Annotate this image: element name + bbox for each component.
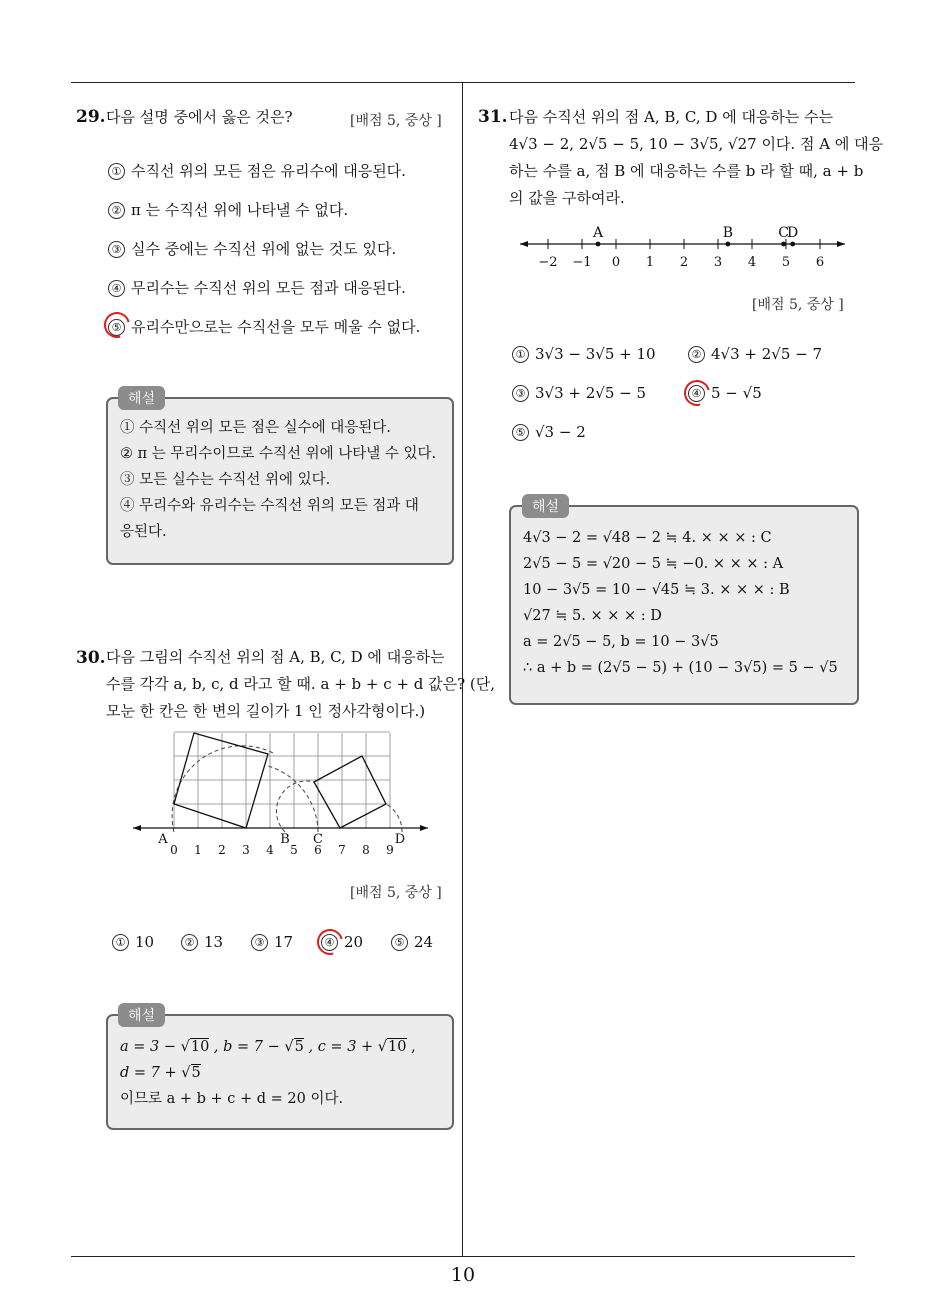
answer-mark-circle xyxy=(679,375,715,411)
page-number: 10 xyxy=(450,1264,476,1286)
solution-line: d = 7 + √5 xyxy=(120,1065,201,1081)
construction-arcs xyxy=(172,746,402,832)
option-number: ⑤ xyxy=(512,424,529,441)
option-number: ④ xyxy=(321,934,338,951)
text: , b = 7 − xyxy=(209,1039,285,1055)
solution-line: a = 2√5 − 5, b = 10 − 3√5 xyxy=(523,634,719,650)
q29-option-2[interactable] xyxy=(108,199,348,220)
tick-label: 5 xyxy=(781,255,791,270)
point-label: A xyxy=(592,225,604,241)
tick-label: −2 xyxy=(538,255,558,270)
text: d = 7 + xyxy=(120,1065,182,1081)
prompt-line: 모눈 한 칸은 한 변의 길이가 1 인 정사각형이다.) xyxy=(106,702,426,720)
option-number: ④ xyxy=(108,280,125,297)
tick-label: 7 xyxy=(338,843,346,857)
option-number: ② xyxy=(688,346,705,363)
tick-label: 9 xyxy=(386,843,394,857)
option-text: 20 xyxy=(344,933,364,951)
q30-option-5[interactable] xyxy=(391,933,433,951)
option-text: 10 xyxy=(135,933,155,951)
q30-option-2[interactable] xyxy=(181,933,223,951)
point-dot xyxy=(790,242,795,247)
solution-line: ① 수직선 위의 모든 점은 실수에 대응된다. xyxy=(120,420,391,436)
q30-option-1[interactable] xyxy=(112,933,154,951)
solution-line: 이므로 a + b + c + d = 20 이다. xyxy=(120,1091,344,1107)
bottom-rule xyxy=(71,1256,855,1257)
q31-option-1[interactable] xyxy=(512,345,656,363)
q30-number: 30. xyxy=(76,648,106,668)
q31-figure xyxy=(515,220,855,276)
radicand: 5 xyxy=(294,1039,304,1055)
point-label: B xyxy=(280,832,290,847)
point-dot xyxy=(596,242,601,247)
option-number: ③ xyxy=(251,934,268,951)
prompt-line: 의 값을 구하여라. xyxy=(509,189,625,207)
point-label: B xyxy=(722,225,734,241)
prompt-line: 하는 수를 a, 점 B 에 대응하는 수를 b 라 할 때, a + b xyxy=(509,162,864,180)
option-number: ⑤ xyxy=(108,319,125,336)
option-number: ① xyxy=(108,163,125,180)
solution-line: 10 − 3√5 = 10 − √45 ≒ 3. × × × : B xyxy=(523,582,790,598)
q29-option-5[interactable] xyxy=(108,316,420,337)
tick-label: 0 xyxy=(611,255,621,270)
text: , xyxy=(406,1039,416,1055)
tick-label: 2 xyxy=(218,843,226,857)
option-text: √3 − 2 xyxy=(535,423,586,441)
tick-label: 4 xyxy=(266,843,274,857)
option-number: ③ xyxy=(512,385,529,402)
tick-label: 6 xyxy=(815,255,825,270)
option-number: ② xyxy=(181,934,198,951)
option-number: ② xyxy=(108,202,125,219)
q31-option-3[interactable] xyxy=(512,384,646,402)
option-text: 실수 중에는 수직선 위에 없는 것도 있다. xyxy=(131,240,397,258)
tick-label: −1 xyxy=(572,255,592,270)
point-label: C xyxy=(778,225,789,241)
prompt-line: 4√3 − 2, 2√5 − 5, 10 − 3√5, √27 이다. 점 A 에 대응 xyxy=(509,135,884,153)
option-text: 수직선 위의 모든 점은 유리수에 대응된다. xyxy=(131,162,406,180)
arrow-left xyxy=(133,825,141,831)
prompt-line: 다음 그림의 수직선 위의 점 A, B, C, D 에 대응하는 xyxy=(106,648,445,666)
q29-solution-body xyxy=(120,415,436,545)
point-label: A xyxy=(158,832,168,847)
option-text: π 는 수직선 위에 나타낼 수 없다. xyxy=(131,201,349,219)
option-text: 4√3 + 2√5 − 7 xyxy=(711,345,823,363)
solution-line: ② π 는 무리수이므로 수직선 위에 나타낼 수 있다. xyxy=(120,446,437,462)
q30-option-3[interactable] xyxy=(251,933,293,951)
option-number: ④ xyxy=(688,385,705,402)
arrow-right xyxy=(420,825,428,831)
tick-label: 4 xyxy=(747,255,757,270)
solution-line: 2√5 − 5 = √20 − 5 ≒ −0. × × × : A xyxy=(523,556,784,572)
arrow-left xyxy=(520,241,528,247)
q31-number: 31. xyxy=(478,107,508,127)
tick-label: 2 xyxy=(679,255,689,270)
q31-option-5[interactable] xyxy=(512,423,586,441)
q29-prompt: 다음 설명 중에서 옳은 것은? xyxy=(106,108,293,126)
q31-solution-body xyxy=(523,525,838,681)
option-text: 유리수만으로는 수직선을 모두 메울 수 없다. xyxy=(131,318,421,336)
top-rule xyxy=(71,82,855,83)
radicand: 5 xyxy=(191,1065,201,1081)
option-text: 3√3 − 3√5 + 10 xyxy=(535,345,656,363)
point-labels xyxy=(592,225,798,246)
option-text: 13 xyxy=(204,933,224,951)
radicand: 10 xyxy=(190,1039,210,1055)
answer-mark-circle xyxy=(312,924,348,960)
solution-line: 4√3 − 2 = √48 − 2 ≒ 4. × × × : C xyxy=(523,530,772,546)
tick-label: 3 xyxy=(242,843,250,857)
point-label: D xyxy=(394,832,406,847)
text: a = 3 − xyxy=(120,1039,181,1055)
solution-line: ③ 모든 실수는 수직선 위에 있다. xyxy=(120,472,331,488)
option-text: 무리수는 수직선 위의 모든 점과 대응된다. xyxy=(131,279,406,297)
prompt-line: 다음 수직선 위의 점 A, B, C, D 에 대응하는 수는 xyxy=(509,108,834,126)
q30-solution-tab: 해설 xyxy=(118,1003,165,1027)
tick-label: 3 xyxy=(713,255,723,270)
tick-label: 1 xyxy=(194,843,202,857)
q30-solution-box xyxy=(106,1014,454,1130)
tick-label: 8 xyxy=(362,843,370,857)
q29-option-4[interactable] xyxy=(108,277,406,298)
option-number: ③ xyxy=(108,241,125,258)
q29-solution-tab: 해설 xyxy=(118,386,165,410)
option-text: 24 xyxy=(414,933,434,951)
option-text: 3√3 + 2√5 − 5 xyxy=(535,384,647,402)
q30-meta: [배점 5, 중상 ] xyxy=(350,885,442,901)
point-dot xyxy=(726,242,731,247)
option-text: 17 xyxy=(274,933,294,951)
squares xyxy=(174,733,386,828)
q30-figure xyxy=(128,730,438,862)
q29-meta: [배점 5, 중상 ] xyxy=(350,113,442,129)
q29-number: 29. xyxy=(76,107,106,127)
solution-line: a = 3 − √10 , b = 7 − √5 , c = 3 + √10 , xyxy=(120,1039,416,1055)
solution-line: ∴ a + b = (2√5 − 5) + (10 − 3√5) = 5 − √5 xyxy=(523,660,838,676)
solution-line: √27 ≒ 5. × × × : D xyxy=(523,608,662,624)
answer-mark-circle xyxy=(99,307,135,343)
option-number: ⑤ xyxy=(391,934,408,951)
q29-solution-box xyxy=(106,397,454,565)
q30-solution-body xyxy=(120,1034,416,1112)
tick-label: 0 xyxy=(170,843,178,857)
q30-prompt xyxy=(106,644,495,725)
radicand: 10 xyxy=(388,1039,407,1055)
prompt-line: 수를 각각 a, b, c, d 라고 할 때. a + b + c + d 값은? (단, xyxy=(106,675,495,693)
q31-solution-box xyxy=(509,505,859,705)
q31-solution-tab: 해설 xyxy=(522,494,569,518)
text: , c = 3 + xyxy=(303,1039,378,1055)
option-number: ① xyxy=(512,346,529,363)
option-text: 5 − √5 xyxy=(711,384,762,402)
grid xyxy=(174,732,390,828)
option-number: ① xyxy=(112,934,129,951)
q29-option-1[interactable] xyxy=(108,160,406,181)
tick-label: 6 xyxy=(314,843,322,857)
solution-line: 응된다. xyxy=(120,524,167,540)
q29-option-3[interactable] xyxy=(108,238,396,259)
arrow-right xyxy=(837,241,845,247)
q31-meta: [배점 5, 중상 ] xyxy=(752,297,844,313)
solution-line: ④ 무리수와 유리수는 수직선 위의 모든 점과 대 xyxy=(120,498,419,514)
tick-label: 5 xyxy=(290,843,298,857)
tick-label: 1 xyxy=(645,255,655,270)
point-label: D xyxy=(787,225,799,241)
q31-option-2[interactable] xyxy=(688,345,822,363)
point-label: C xyxy=(313,832,323,847)
point-dot xyxy=(781,242,786,247)
q31-prompt xyxy=(509,104,883,212)
